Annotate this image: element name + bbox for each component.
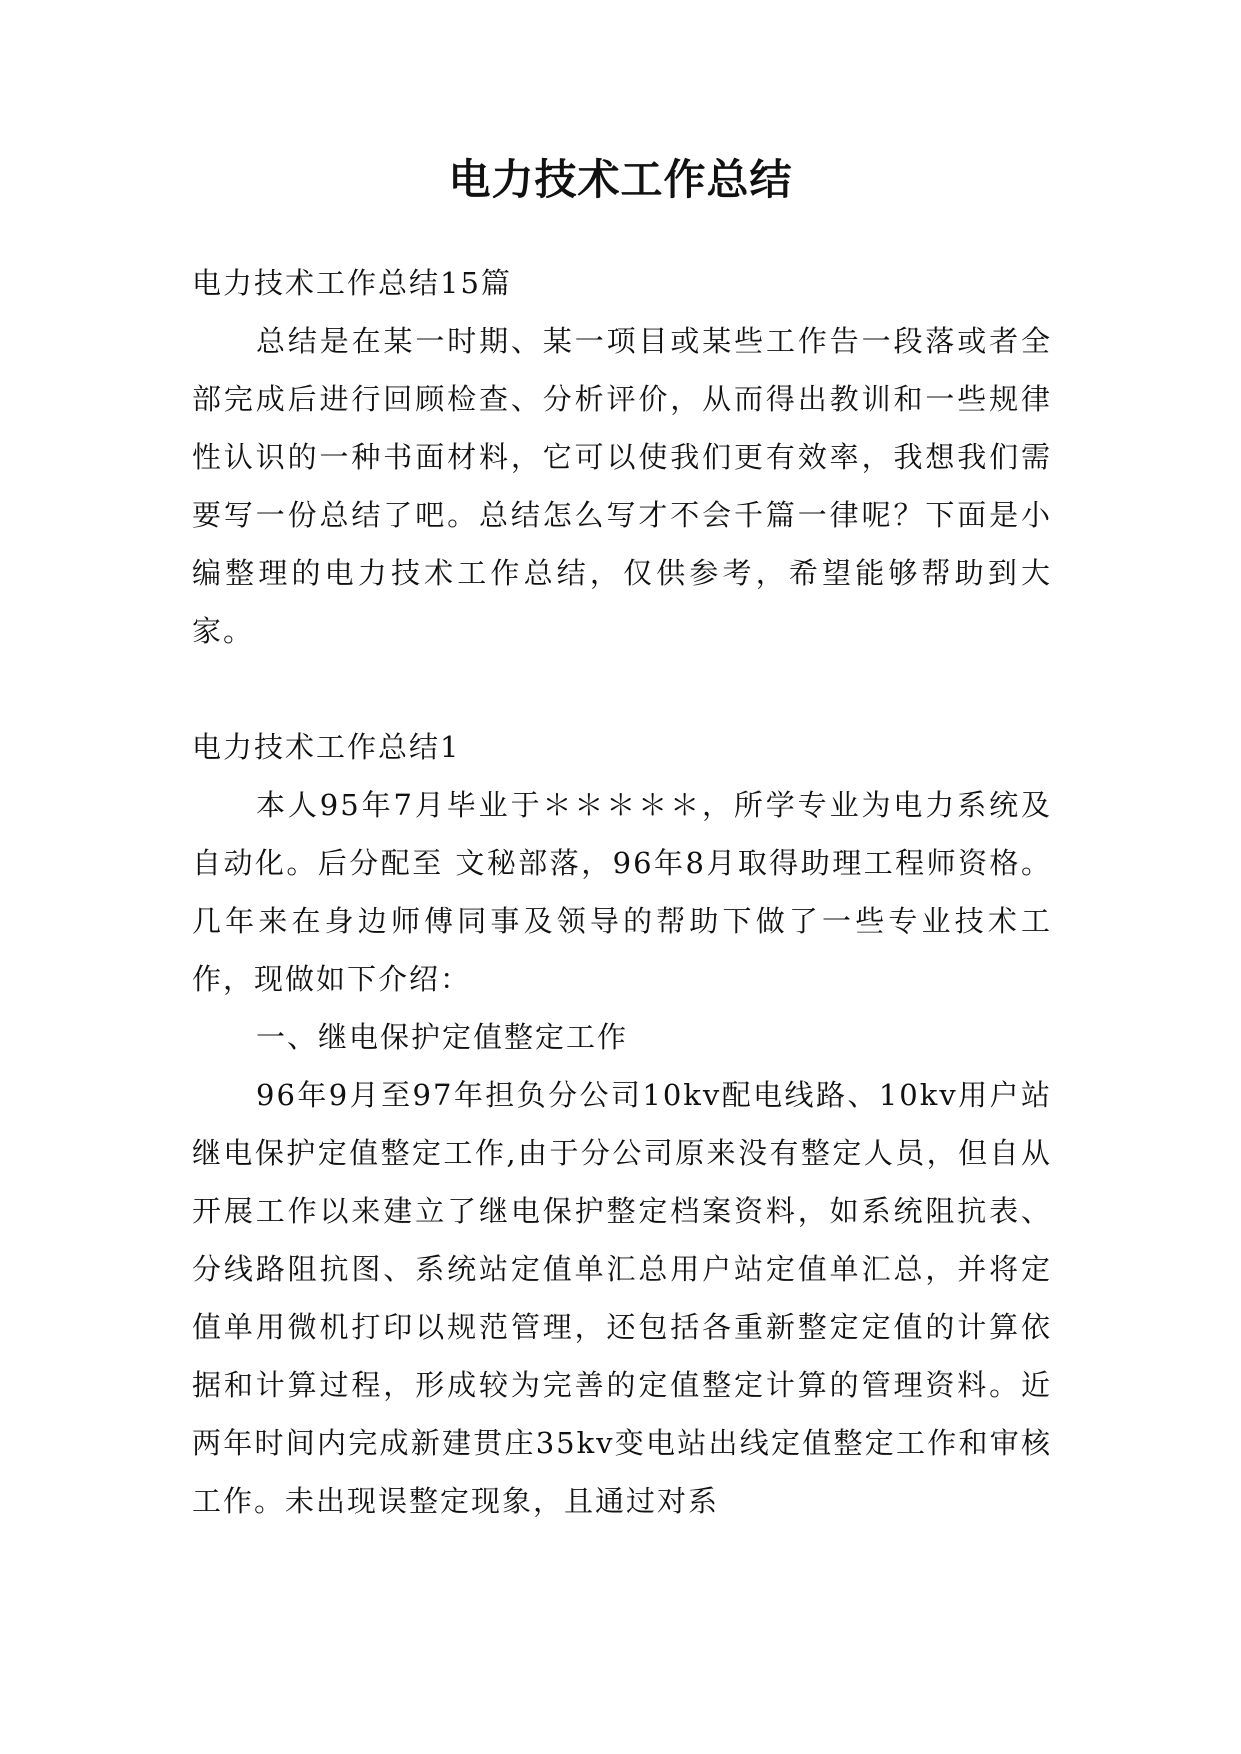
section-paragraph-2: 96年9月至97年担负分公司10kv配电线路、10kv用户站继电保护定值整定工作,由于分公司原来没有整定人员，但自从开展工作以来建立了继电保护整定档案资料，如系统阻抗表、分线路阻抗图、系统站定值单汇总用户站定值单汇总，并将定值单用微机打印以规范管理，还包括各重新整定定值的计算依据和计算过程，形成较为完善的定值整定计算的管理资料。近两年时间内完成新建贯庄35kv变电站出线定值整定工作和审核工作。未出现误整定现象，且通过对系 <box>192 1078 1052 1518</box>
document-subtitle: 电力技术工作总结15篇 <box>192 266 512 300</box>
item-heading: 一、继电保护定值整定工作 <box>256 1020 629 1054</box>
paragraph-gap <box>192 660 1052 718</box>
document-title: 电力技术工作总结 <box>448 155 793 204</box>
intro-paragraph: 总结是在某一时期、某一项目或某些工作告一段落或者全部完成后进行回顾检查、分析评价，从而得出教训和一些规律性认识的一种书面材料，它可以使我们更有效率，我想我们需要写一份总结了吧。总结怎么写才不会千篇一律呢？下面是小编整理的电力技术工作总结，仅供参考，希望能够帮助到大家。 <box>192 324 1052 648</box>
section-heading: 电力技术工作总结1 <box>192 730 461 764</box>
document-body <box>192 254 1052 1530</box>
section-paragraph-1: 本人95年7月毕业于＊＊＊＊＊，所学专业为电力系统及自动化。后分配至 文秘部落，96年8月取得助理工程师资格。几年来在身边师傅同事及领导的帮助下做了一些专业技术工作，现做如下介绍： <box>192 788 1052 996</box>
